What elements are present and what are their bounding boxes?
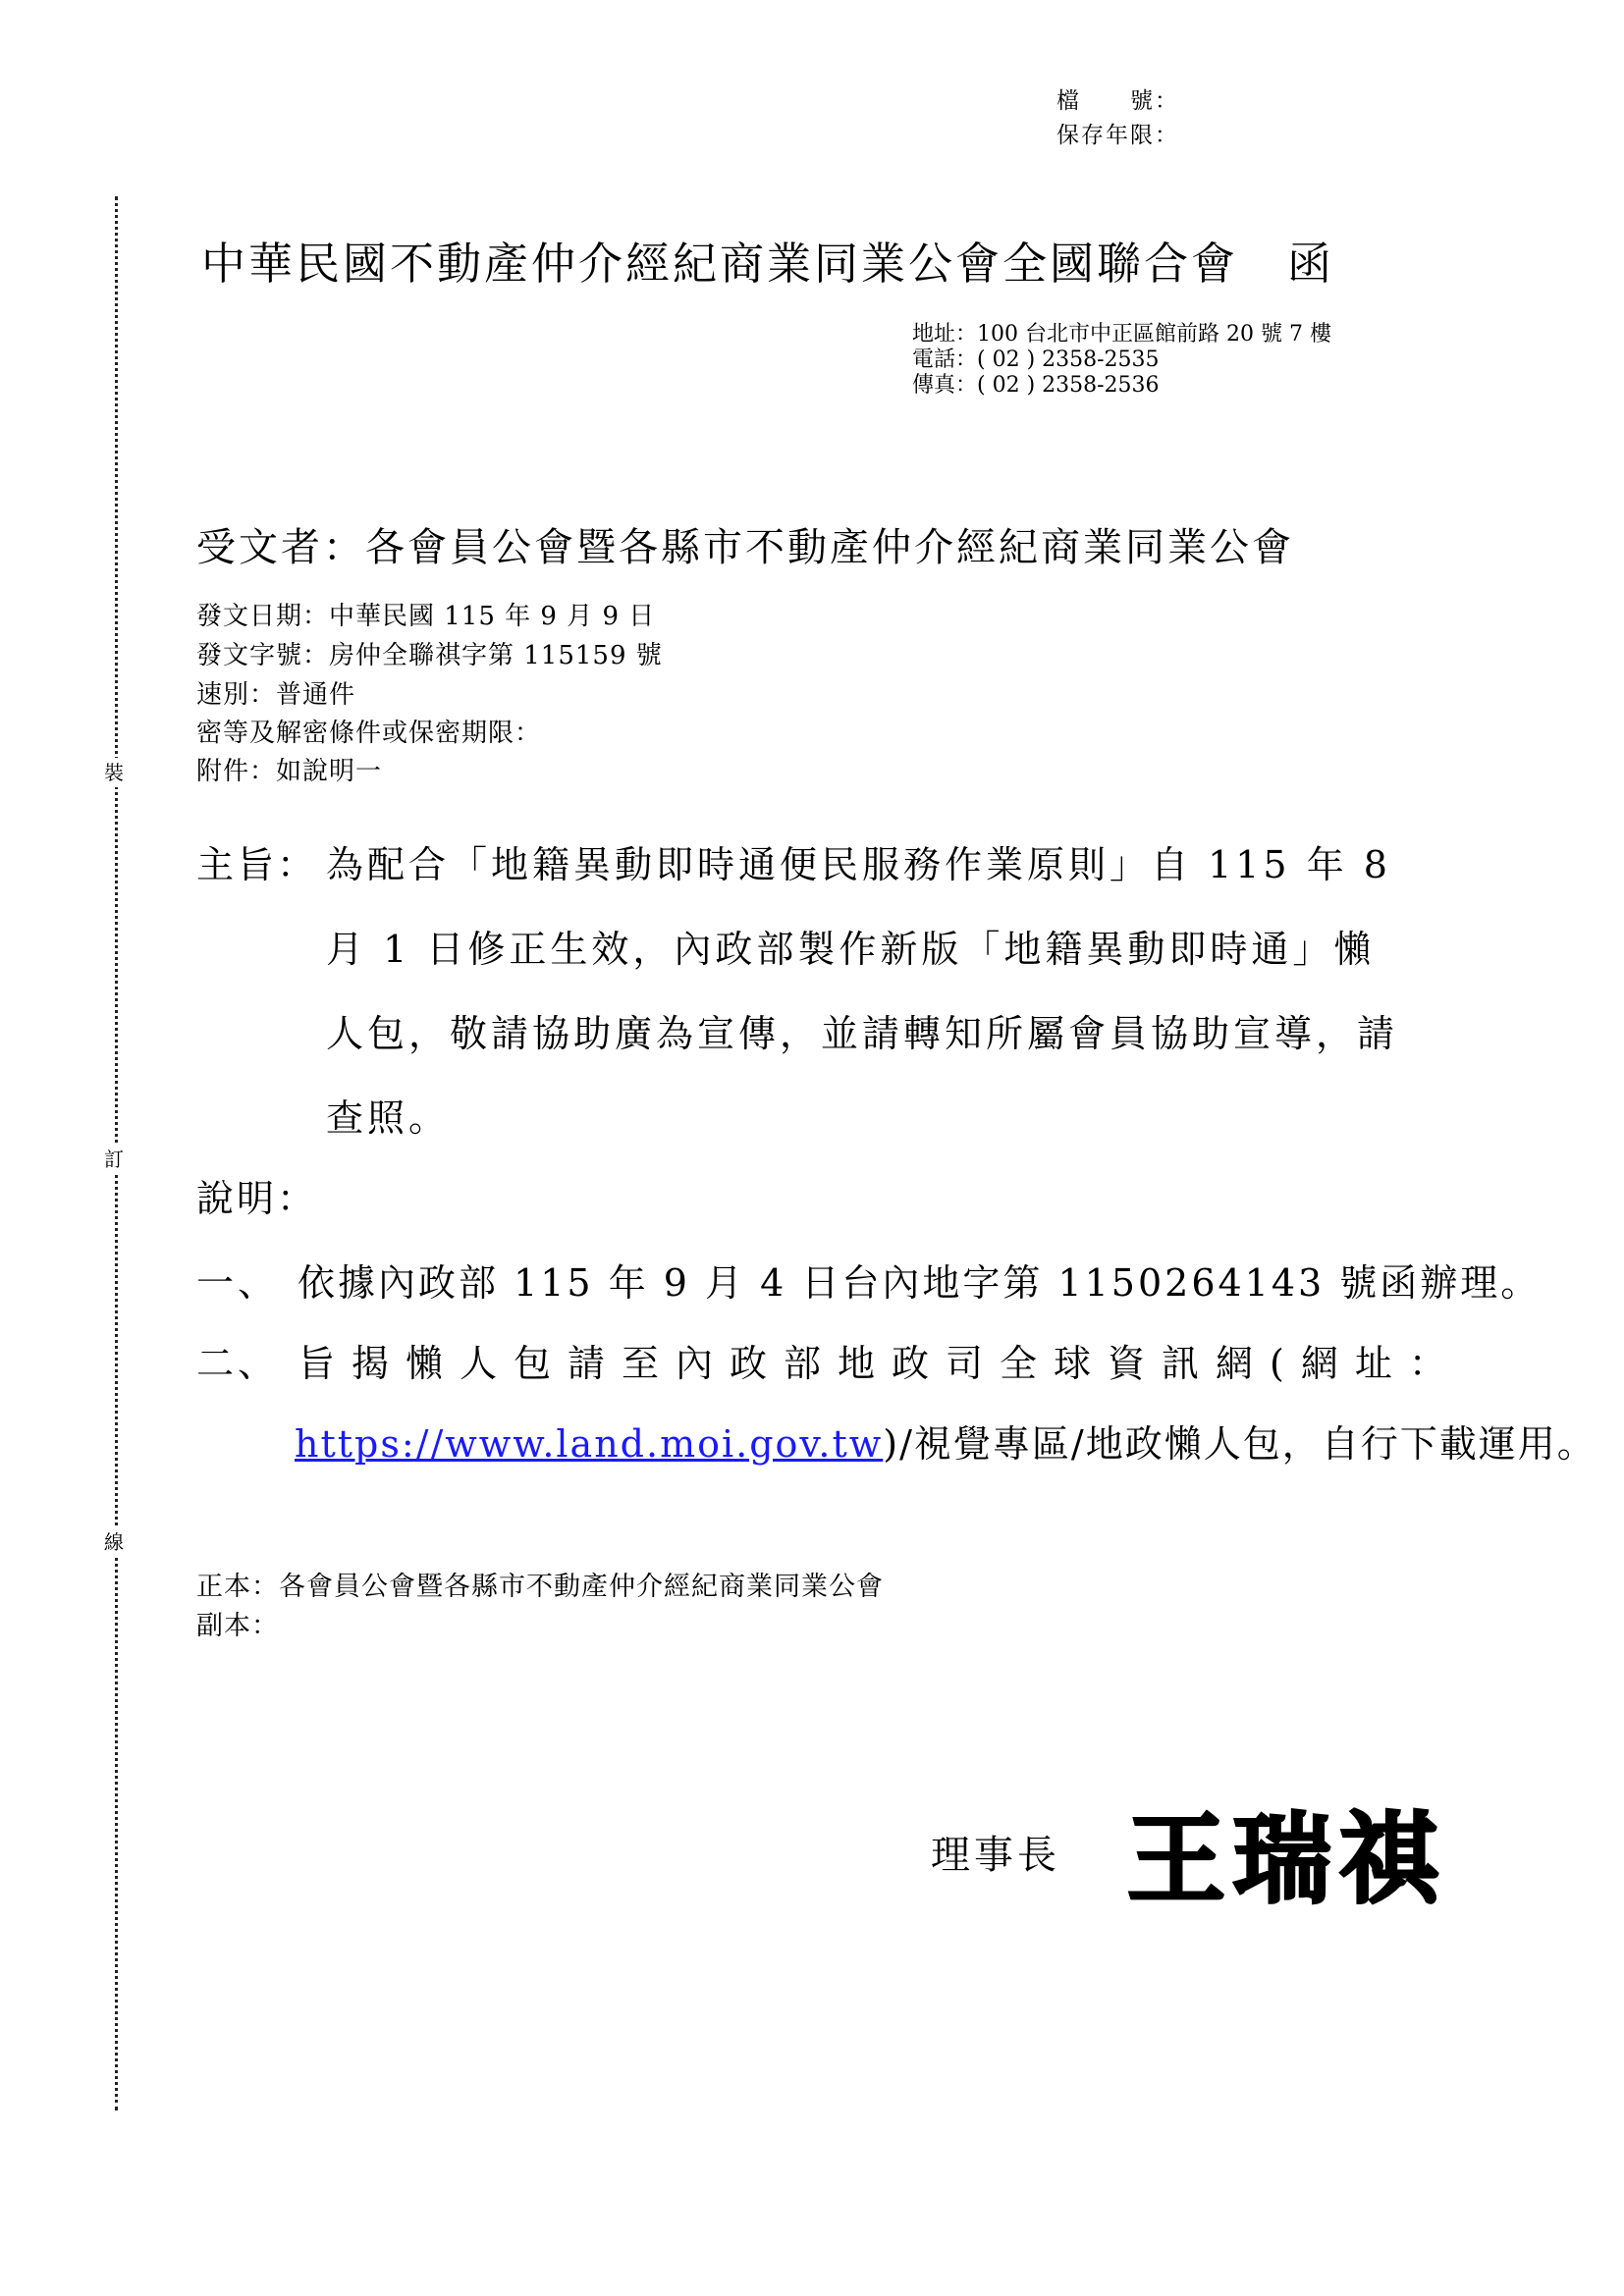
- original-recipients: 正本：各會員公會暨各縣市不動產仲介經紀商業同業公會: [196, 1572, 884, 1602]
- binding-mark-ding: 訂: [104, 1145, 124, 1174]
- explanation-label: 說明：: [196, 1177, 318, 1220]
- attachment: 附件：如說明一: [196, 757, 383, 786]
- confidentiality: 密等及解密條件或保密期限：: [196, 719, 542, 748]
- copy-recipients: 副本：: [196, 1611, 279, 1641]
- priority: 速別：普通件: [196, 680, 356, 710]
- fax: 傳真：( 02 ) 2358-2536: [912, 373, 1160, 398]
- explanation-item-text: 旨揭懶人包請至內政部地政司全球資訊網(網址：: [298, 1342, 1463, 1385]
- moi-land-website-link[interactable]: https://www.land.moi.gov.tw: [295, 1422, 884, 1466]
- signature-title: 理事長: [931, 1833, 1060, 1878]
- binding-mark-zhuang: 裝: [104, 758, 124, 787]
- issue-date: 發文日期：中華民國 115 年 9 月 9 日: [196, 602, 656, 631]
- signature-name: 王瑞祺: [1127, 1802, 1445, 1917]
- explanation-item-number: 一、: [196, 1261, 280, 1305]
- subject-line: 月 1 日修正生效，內政部製作新版「地籍異動即時通」懶: [326, 928, 1376, 971]
- retention-period-label: 保存年限：: [1056, 123, 1179, 148]
- subject-line: 查照。: [326, 1096, 451, 1140]
- subject-label: 主旨：: [196, 843, 318, 886]
- phone: 電話：( 02 ) 2358-2535: [912, 347, 1160, 372]
- address: 地址：100 台北市中正區館前路 20 號 7 樓: [912, 322, 1331, 347]
- subject-line: 人包，敬請協助廣為宣傳，並請轉知所屬會員協助宣導，請: [326, 1012, 1399, 1055]
- subject-line: 為配合「地籍異動即時通便民服務作業原則」自 115 年 8: [326, 843, 1391, 886]
- document-number: 發文字號：房仲全聯祺字第 115159 號: [196, 641, 663, 670]
- binding-mark-xian: 線: [104, 1527, 124, 1557]
- document-kind: 函: [1287, 238, 1335, 290]
- explanation-item-number: 二、: [196, 1342, 280, 1385]
- explanation-item-continuation: [295, 1414, 1597, 1468]
- organization-title: [201, 228, 1334, 292]
- organization-name: 中華民國不動產仲介經紀商業同業公會全國聯合會: [201, 238, 1239, 290]
- recipient: 受文者：各會員公會暨各縣市不動產仲介經紀商業同業公會: [196, 525, 1294, 570]
- file-number-label: 檔 號：: [1056, 88, 1179, 114]
- explanation-item-text: 依據內政部 115 年 9 月 4 日台內地字第 1150264143 號函辦理。: [298, 1261, 1542, 1305]
- explanation-item-tail: )/視覺專區/地政懶人包，自行下載運用。: [883, 1422, 1597, 1466]
